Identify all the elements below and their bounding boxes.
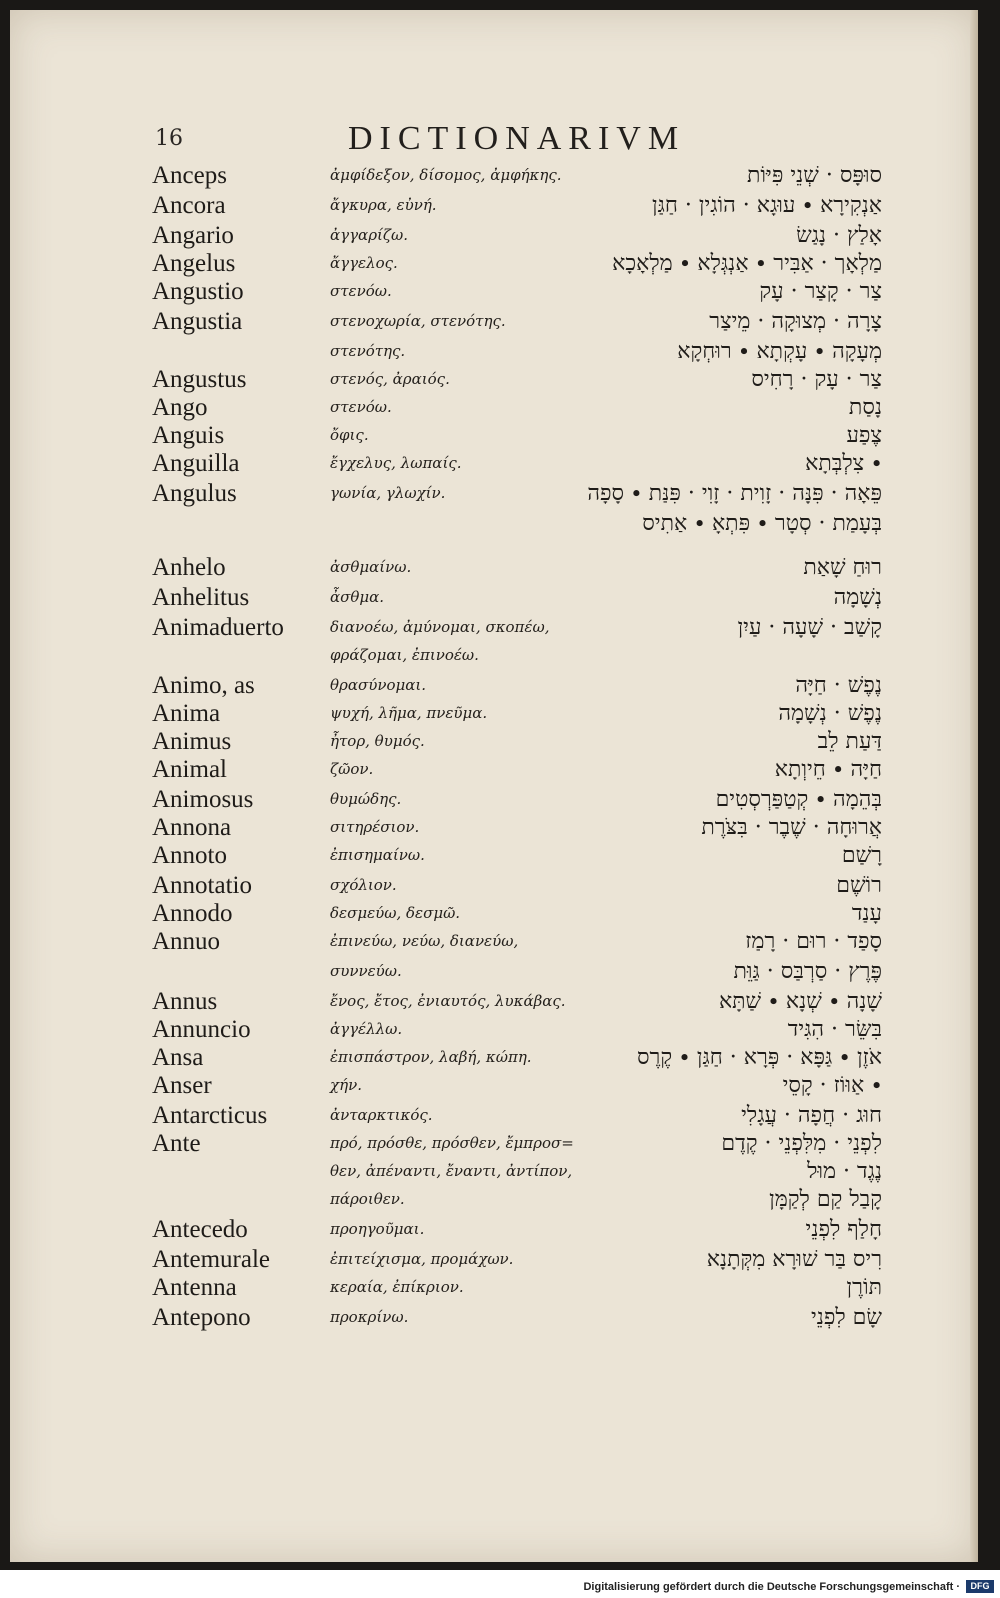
latin-headword: Angelus — [152, 250, 236, 277]
latin-headword: Annotatio — [152, 872, 252, 899]
latin-headword: Annona — [152, 814, 232, 841]
dictionary-entry — [10, 642, 978, 672]
latin-headword: Anguis — [152, 422, 225, 449]
hebrew-equivalent: עָנַד — [851, 901, 882, 926]
hebrew-equivalent: רוֹשֶׁם — [836, 873, 882, 898]
hebrew-equivalent: צַר · קָצַר · עָק — [759, 279, 882, 304]
dictionary-entry — [10, 1216, 978, 1246]
latin-headword: Animal — [152, 756, 227, 783]
dictionary-entry — [10, 584, 978, 614]
greek-equivalent: ἀσθμαίνω. — [330, 558, 412, 576]
greek-equivalent: ἀμφίδεξον, δίσομος, ἀμφήκης. — [330, 166, 562, 184]
dictionary-entry — [10, 554, 978, 584]
greek-equivalent: χήν. — [330, 1076, 362, 1094]
greek-equivalent: ζῶον. — [330, 760, 374, 778]
greek-equivalent: ἀγγέλλω. — [330, 1020, 403, 1038]
hebrew-equivalent: סוּפָּס · שְׁנֵי פִּיּוֹת — [747, 163, 882, 188]
hebrew-equivalent: נְשָׁמָה — [833, 585, 882, 610]
dictionary-entry — [10, 250, 978, 280]
latin-headword: Antepono — [152, 1304, 251, 1331]
hebrew-equivalent: אָלַץ · נָגַשׂ — [796, 223, 882, 248]
dictionary-entry — [10, 1304, 978, 1334]
book-page — [10, 10, 978, 1562]
greek-equivalent: δεσμεύω, δεσμῶ. — [330, 904, 461, 922]
dictionary-entry — [10, 394, 978, 424]
latin-headword: Animus — [152, 728, 232, 755]
hebrew-equivalent: בְּהֵמָה ∙ קְטַפַּרְסְטִים — [715, 787, 882, 812]
dictionary-entry — [10, 1130, 978, 1160]
greek-equivalent: σχόλιον. — [330, 876, 397, 894]
greek-equivalent: θρασύνομαι. — [330, 676, 427, 694]
dictionary-entry — [10, 872, 978, 902]
hebrew-equivalent: שָׁנָה ∙ שְׁנָא ∙ שַׁתָּא — [718, 989, 882, 1014]
dictionary-entry — [10, 988, 978, 1018]
hebrew-equivalent: מַלְאָך · אַבִּיר ∙ אַנְגְּלָא ∙ מַלְאָכָא — [612, 251, 882, 276]
hebrew-equivalent: צֶפַע — [846, 423, 882, 448]
dictionary-entry — [10, 1158, 978, 1188]
hebrew-equivalent: צַר · עָק · רָחִיס — [751, 367, 882, 392]
hebrew-equivalent: דַּעַת לֵב — [817, 729, 882, 754]
latin-headword: Ante — [152, 1130, 201, 1157]
hebrew-equivalent: לִפְנֵי · מִלִּפְנֵי · קֶדֶם — [721, 1131, 882, 1156]
hebrew-equivalent: פֵּאָה · פִּנָּה · זָוִית · זָוִי · פִּנַּת ∙ סָפָה — [587, 481, 882, 506]
greek-equivalent: σιτηρέσιον. — [330, 818, 420, 836]
dictionary-entry — [10, 422, 978, 452]
greek-equivalent: γωνία, γλωχίν. — [330, 484, 446, 502]
hebrew-equivalent: ∙ אַוּוֹז · קָסֵי — [782, 1073, 882, 1098]
dictionary-entry — [10, 756, 978, 786]
dictionary-entry — [10, 450, 978, 480]
footer-credit: Digitalisierung gefördert durch die Deutsche Forschungsgemeinschaft · — [583, 1581, 960, 1593]
latin-headword: Antecedo — [152, 1216, 248, 1243]
latin-headword: Ansa — [152, 1044, 204, 1071]
latin-headword: Angustio — [152, 278, 244, 305]
dictionary-entry — [10, 222, 978, 252]
latin-headword: Anser — [152, 1072, 212, 1099]
page-number: 16 — [155, 126, 183, 151]
latin-headword: Anguilla — [152, 450, 240, 477]
hebrew-equivalent: סָפַד · רוּם · רָמַז — [745, 929, 882, 954]
latin-headword: Animaduerto — [152, 614, 284, 641]
greek-equivalent: ἄγγελος. — [330, 254, 398, 272]
latin-headword: Antenna — [152, 1274, 237, 1301]
dictionary-entry — [10, 192, 978, 222]
hebrew-equivalent: צָרָה · מְצוּקָה · מֵיצַר — [709, 309, 882, 334]
greek-equivalent: συννεύω. — [330, 962, 402, 980]
greek-equivalent: προκρίνω. — [330, 1308, 409, 1326]
latin-headword: Anceps — [152, 162, 227, 189]
latin-headword: Anima — [152, 700, 221, 727]
greek-equivalent: θεν, ἀπέναντι, ἔναντι, ἀντίπον, — [330, 1162, 573, 1180]
hebrew-equivalent: אֹזֶן ∙ גַּפָּא · פְּרָא · חַגַּן ∙ קֶרֶס — [637, 1045, 882, 1070]
hebrew-equivalent: חַיָּה ∙ חֵיוְתָא — [774, 757, 882, 782]
greek-equivalent: διανοέω, ἀμύνομαι, σκοπέω, — [330, 618, 550, 636]
dictionary-entry — [10, 278, 978, 308]
hebrew-equivalent: קָבַל קַם לְקַמָּן — [769, 1187, 882, 1212]
dictionary-entry — [10, 1016, 978, 1046]
latin-headword: Antemurale — [152, 1246, 271, 1273]
hebrew-equivalent: פֶּרֶץ · סַרְבַּס · גַּוֵּת — [733, 959, 882, 984]
latin-headword: Annoto — [152, 842, 227, 869]
dictionary-entry — [10, 614, 978, 644]
hebrew-equivalent: אַנְקִירָא ∙ עוּגָא · הוֹגִין · חַגַּן — [652, 193, 882, 218]
hebrew-equivalent: נֶפֶשׁ · נְשָׁמָה — [778, 701, 882, 726]
latin-headword: Annus — [152, 988, 218, 1015]
dictionary-entries — [10, 10, 978, 1562]
dictionary-entry — [10, 366, 978, 396]
latin-headword: Angustus — [152, 366, 247, 393]
greek-equivalent: ὄφις. — [330, 426, 369, 444]
greek-equivalent: ἐπιτείχισμα, προμάχων. — [330, 1250, 514, 1268]
greek-equivalent: στενοχωρία, στενότης. — [330, 312, 506, 330]
greek-equivalent: ἐπισπάστρον, λαβή, κώπη. — [330, 1048, 532, 1066]
greek-equivalent: ἐπισημαίνω. — [330, 846, 425, 864]
hebrew-equivalent: ∙ צִלְבְּתָא — [805, 451, 882, 476]
hebrew-equivalent: קָשַׁב · שָׁעָה · עַיִן — [737, 615, 882, 640]
hebrew-equivalent: בְּעָמַת · סְטָר ∙ פִּתְאָ ∙ אַתִיס — [642, 511, 882, 536]
hebrew-equivalent: רִיס בַּר שׁוּרָא מִקְּתָנָא — [706, 1247, 882, 1272]
hebrew-equivalent: חָלַף לִפְנֵי — [805, 1217, 882, 1242]
dictionary-entry — [10, 338, 978, 368]
dictionary-entry — [10, 162, 978, 192]
greek-equivalent: θυμώδης. — [330, 790, 402, 808]
greek-equivalent: ἆσθμα. — [330, 588, 385, 606]
dictionary-entry — [10, 842, 978, 872]
dictionary-entry — [10, 814, 978, 844]
dictionary-entry — [10, 1044, 978, 1074]
greek-equivalent: στενόω. — [330, 282, 392, 300]
hebrew-equivalent: נֶפֶשׁ · חַיָּה — [795, 673, 882, 698]
latin-headword: Annuncio — [152, 1016, 251, 1043]
greek-equivalent: προηγοῦμαι. — [330, 1220, 425, 1238]
latin-headword: Annodo — [152, 900, 233, 927]
latin-headword: Annuo — [152, 928, 221, 955]
greek-equivalent: ἔνος, ἔτος, ἐνιαυτός, λυκάβας. — [330, 992, 566, 1010]
greek-equivalent: στενός, ἀραιός. — [330, 370, 450, 388]
dfg-logo: DFG — [966, 1580, 994, 1593]
greek-equivalent: πρό, πρόσθε, πρόσθεν, ἔμπροσ= — [330, 1134, 574, 1152]
greek-equivalent: φράζομαι, ἐπινοέω. — [330, 646, 479, 664]
hebrew-equivalent: חוּג · חֲפָה · עֲגָלִי — [741, 1103, 882, 1128]
latin-headword: Anhelitus — [152, 584, 250, 611]
dictionary-entry — [10, 1102, 978, 1132]
greek-equivalent: στενόω. — [330, 398, 392, 416]
latin-headword: Anhelo — [152, 554, 226, 581]
greek-equivalent: πάροιθεν. — [330, 1190, 405, 1208]
greek-equivalent: στενότης. — [330, 342, 406, 360]
hebrew-equivalent: רוּחַ שָׁאַת — [803, 555, 882, 580]
latin-headword: Animosus — [152, 786, 254, 813]
hebrew-equivalent: בִּשֵּׂר · הִגִּיד — [787, 1017, 882, 1042]
greek-equivalent: ἦτορ, θυμός. — [330, 732, 425, 750]
dictionary-entry — [10, 1246, 978, 1276]
latin-headword: Angario — [152, 222, 234, 249]
dictionary-entry — [10, 480, 978, 510]
page-title: DICTIONARIVM — [348, 120, 686, 157]
greek-equivalent: ψυχή, λῆμα, πνεῦμα. — [330, 704, 488, 722]
dictionary-entry — [10, 1072, 978, 1102]
dictionary-entry — [10, 672, 978, 702]
hebrew-equivalent: אֲרוּחָה · שֶׁבֶר · בִּצֹּרֶת — [701, 815, 882, 840]
hebrew-equivalent: מְעָקָה ∙ עָקְתָא ∙ רוּחְקָא — [677, 339, 882, 364]
latin-headword: Angustia — [152, 308, 243, 335]
latin-headword: Ango — [152, 394, 208, 421]
hebrew-equivalent: נֶגֶד · מוּל — [807, 1159, 882, 1184]
dictionary-entry — [10, 786, 978, 816]
dictionary-entry — [10, 928, 978, 958]
hebrew-equivalent: רָשַׁם — [841, 843, 882, 868]
latin-headword: Animo, as — [152, 672, 255, 699]
latin-headword: Antarcticus — [152, 1102, 268, 1129]
dictionary-entry — [10, 700, 978, 730]
greek-equivalent: ἀγγαρίζω. — [330, 226, 409, 244]
dictionary-entry — [10, 958, 978, 988]
greek-equivalent: ἀνταρκτικός. — [330, 1106, 433, 1124]
hebrew-equivalent: נָסַת — [848, 395, 882, 420]
dictionary-entry — [10, 308, 978, 338]
greek-equivalent: ἐπινεύω, νεύω, διανεύω, — [330, 932, 519, 950]
greek-equivalent: κεραία, ἐπίκριον. — [330, 1278, 464, 1296]
hebrew-equivalent: תּוֹרֶן — [846, 1275, 882, 1300]
hebrew-equivalent: שָׂם לִפְנֵי — [810, 1305, 882, 1330]
dictionary-entry — [10, 1274, 978, 1304]
greek-equivalent: ἔγχελυς, λωπαίς. — [330, 454, 462, 472]
dictionary-entry — [10, 1186, 978, 1216]
latin-headword: Angulus — [152, 480, 237, 507]
footer — [0, 1578, 1000, 1598]
dictionary-entry — [10, 510, 978, 540]
dictionary-entry — [10, 900, 978, 930]
latin-headword: Ancora — [152, 192, 226, 219]
greek-equivalent: ἄγκυρα, εὐνή. — [330, 196, 437, 214]
dictionary-entry — [10, 728, 978, 758]
